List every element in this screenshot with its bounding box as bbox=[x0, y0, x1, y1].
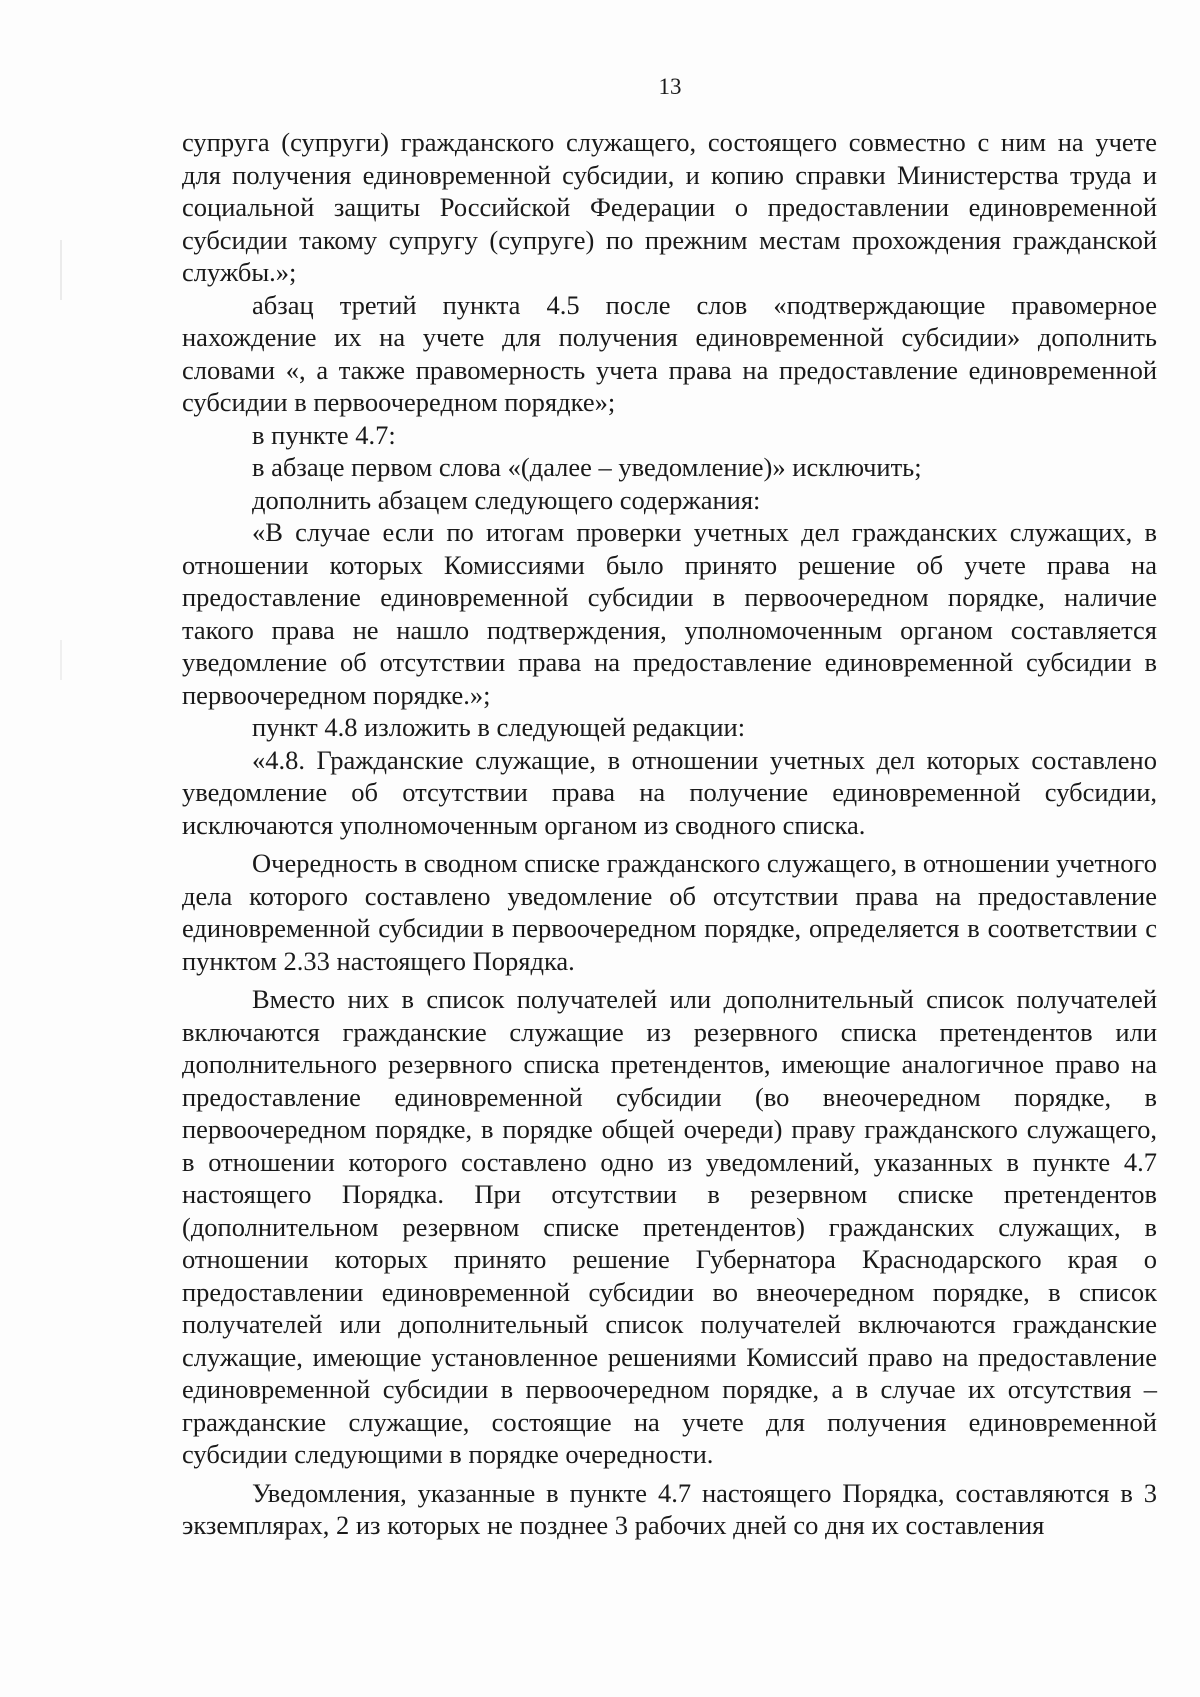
paragraph: Очередность в сводном списке гражданского служащего, в отношении учетного дела которого составлено уведомление об отсутствии права на предоставление единовременной субсидии в первоочередном порядке, определяется в соответствии с пунктом 2.33 настоящего Порядка. bbox=[182, 848, 1157, 976]
document-body bbox=[182, 126, 1157, 1542]
paragraph: в абзаце первом слова «(далее – уведомление)» исключить; bbox=[252, 452, 922, 482]
paragraph: пункт 4.8 изложить в следующей редакции: bbox=[252, 712, 746, 742]
scan-margin-line bbox=[60, 640, 62, 680]
paragraph: в пункте 4.7: bbox=[252, 419, 396, 450]
paragraph: «В случае если по итогам проверки учетных дел гражданских служащих, в отношении которых Комиссиями было принято решение об учете права на предоставление единовременной субсидии в первоочередном порядке, наличие такого права не нашло подтверждения, уполномоченным органом составляется уведомление об отсутствии права на предоставление единовременной субсидии в первоочередном порядке.»; bbox=[182, 517, 1157, 710]
page-number: 13 bbox=[658, 74, 682, 99]
paragraph: супруга (супруги) гражданского служащего, состоящего совместно с ним на учете для получения единовременной субсидии, и копию справки Министерства труда и социальной защиты Российской Федерации о предоставлении единовременной субсидии такому супругу (супруге) по прежним местам прохождения гражданской службы.»; bbox=[182, 127, 1157, 287]
paragraph: Вместо них в список получателей или дополнительный список получателей включаются гражданские служащие из резервного списка претендентов или дополнительного резервного списка претендентов, имеющие аналогичное право на предоставление единовременной субсидии (во внеочередном порядке, в первоочередном порядке, в порядке общей очереди) праву гражданского служащего, в отношении которого составлено одно из уведомлений, указанных в пункте 4.7 настоящего Порядка. При отсутствии в резервном списке претендентов (дополнительном резервном списке претендентов) гражданских служащих, в отношении которых принято решение Губернатора Краснодарского края о предоставлении единовременной субсидии во внеочередном порядке, в список получателей или дополнительный список получателей включаются гражданские служащие, имеющие установленное решениями Комиссий право на предоставление единовременной субсидии в первоочередном порядке, а в случае их отсутствия – гражданские служащие, состоящие на учете для получения единовременной субсидии следующими в порядке очередности. bbox=[182, 984, 1157, 1469]
scan-margin-line bbox=[60, 240, 62, 300]
paragraph: дополнить абзацем следующего содержания: bbox=[252, 484, 761, 515]
paragraph: абзац третий пункта 4.5 после слов «подтверждающие правомерное нахождение их на учете для получения единовременной субсидии» дополнить словами «, а также правомерность учета права на предоставление единовременной субсидии в первоочередном порядке»; bbox=[182, 289, 1157, 417]
paragraph: Уведомления, указанные в пункте 4.7 настоящего Порядка, составляются в 3 экземплярах, 2 из которых не позднее 3 рабочих дней со дня их составления bbox=[182, 1477, 1157, 1540]
paragraph: «4.8. Гражданские служащие, в отношении учетных дел которых составлено уведомление об отсутствии права на получение единовременной субсидии, исключаются уполномоченным органом из сводного списка. bbox=[182, 744, 1157, 840]
